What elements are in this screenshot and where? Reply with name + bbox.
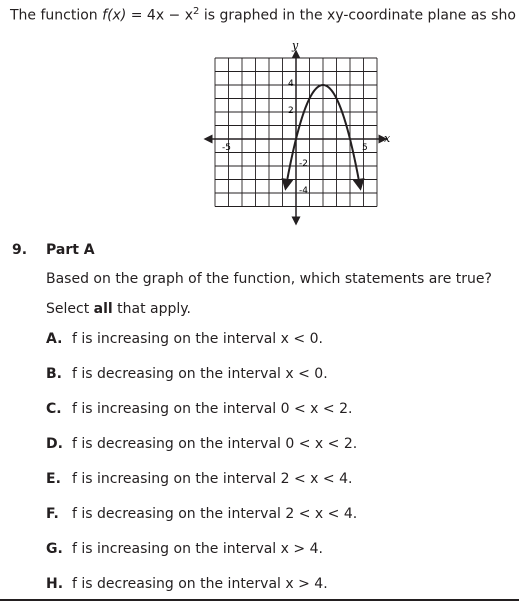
y-tick-label-neg4: -4	[299, 186, 308, 196]
option-h[interactable]	[46, 576, 328, 592]
option-a[interactable]	[46, 331, 323, 347]
y-axis-label: y	[292, 39, 299, 52]
question-prompt: Based on the graph of the function, which statements are true?	[46, 271, 492, 287]
intro-tail: is graphed in the xy-coordinate plane as sho	[199, 7, 516, 24]
bottom-divider	[0, 599, 519, 601]
function-graph	[196, 36, 396, 226]
function-name: f(x)	[102, 7, 127, 24]
option-b[interactable]	[46, 366, 328, 382]
select-tail: that apply.	[112, 301, 191, 317]
question-number: 9.	[12, 242, 28, 258]
x-axis-label: x	[384, 132, 391, 145]
function-exponent: 2	[193, 6, 200, 17]
option-text: f is decreasing on the interval x < 0.	[72, 366, 328, 382]
y-tick-label-2: 2	[288, 106, 294, 116]
part-heading: Part A	[46, 242, 95, 258]
option-text: f is decreasing on the interval 0 < x < 2.	[72, 436, 358, 452]
option-letter: D.	[46, 436, 63, 452]
option-c[interactable]	[46, 401, 352, 417]
option-text: f is increasing on the interval x < 0.	[72, 331, 323, 347]
intro-text	[10, 6, 516, 24]
function-expression: = 4x − x	[126, 7, 194, 24]
intro-lead: The function	[10, 7, 103, 24]
option-letter: G.	[46, 541, 63, 557]
select-instruction	[46, 301, 191, 317]
x-tick-label-5: 5	[362, 143, 368, 153]
y-tick-label-4: 4	[288, 79, 294, 89]
option-letter: E.	[46, 471, 61, 487]
option-text: f is decreasing on the interval x > 4.	[72, 576, 328, 592]
option-letter: A.	[46, 331, 63, 347]
option-g[interactable]	[46, 541, 323, 557]
option-letter: F.	[46, 506, 59, 522]
select-lead: Select	[46, 301, 94, 317]
select-all-emphasis: all	[93, 301, 113, 317]
x-tick-label-neg5: -5	[222, 143, 231, 153]
option-letter: C.	[46, 401, 62, 417]
option-f[interactable]	[46, 506, 357, 522]
option-text: f is increasing on the interval 2 < x < 4.	[72, 471, 353, 487]
option-d[interactable]	[46, 436, 357, 452]
option-letter: B.	[46, 366, 62, 382]
option-letter: H.	[46, 576, 64, 592]
y-tick-label-neg2: -2	[299, 159, 308, 169]
option-text: f is decreasing on the interval 2 < x < 4.	[72, 506, 358, 522]
option-text: f is increasing on the interval 0 < x < 2.	[72, 401, 353, 417]
option-e[interactable]	[46, 471, 352, 487]
option-text: f is increasing on the interval x > 4.	[72, 541, 323, 557]
